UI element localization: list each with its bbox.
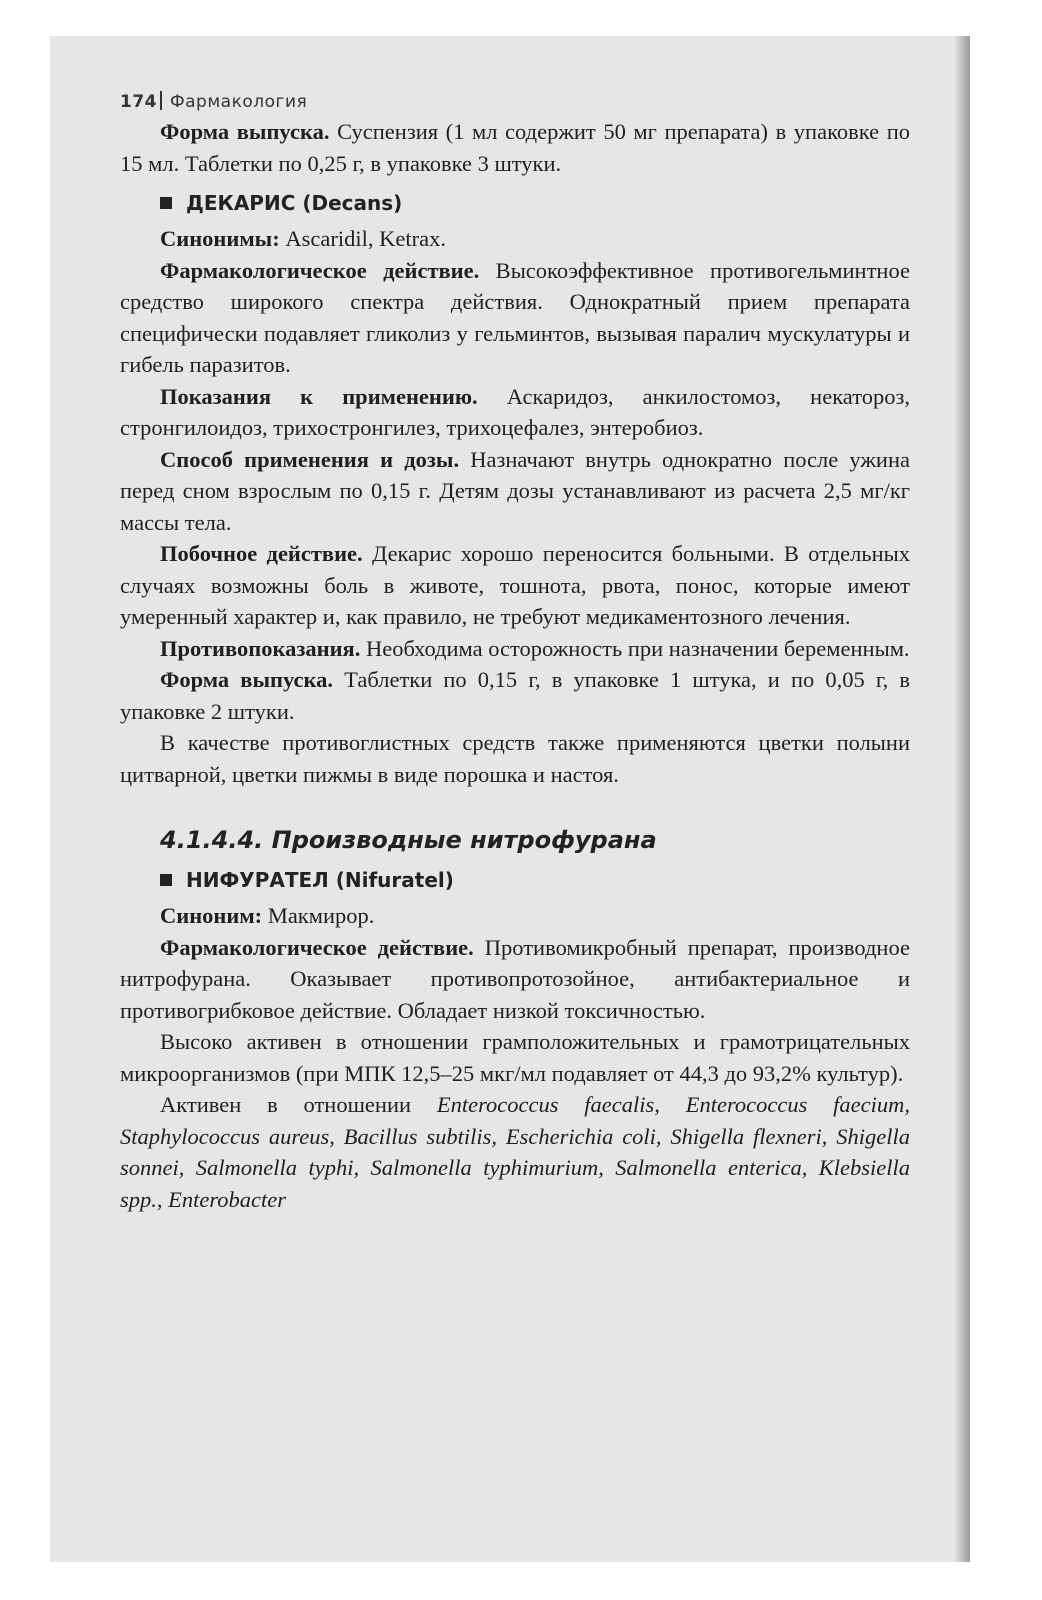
active-against-paragraph [120,1089,910,1215]
header-divider [160,91,162,110]
running-title: Фармакология [170,92,308,112]
indications-paragraph [120,381,910,444]
paragraph-text: Макмирор. [262,903,375,928]
bullet-square-icon [160,874,172,886]
paragraph-text: Противомикробный препарат, производное нитрофурана. Оказывает противопротозойное, антибактериальное и противогрибковое действие. Обладает низкой токсичностью. [120,934,910,1023]
paragraph-text: Высокоэффективное противогельминтное средство широкого спектра действия. Однократный прием препарата специфически подавляет гликолиз у гельминтов, вызывая паралич мускулатуры и гибель паразитов. [120,257,910,377]
book-page [50,36,970,1562]
dosage-paragraph [120,444,910,539]
paragraph-label: Побочное действие. [160,541,363,566]
page-number: 174 [120,92,157,112]
pharm-action-paragraph [120,932,910,1027]
paragraph-text: Декарис хорошо переносится больными. В отдельных случаях возможны боль в животе, тошнота, рвота, понос, которые имеют умеренный характер и, как правило, не требуют медикаментозного лечения. [120,541,910,629]
synonym-paragraph [120,900,910,932]
paragraph-label: Способ применения и дозы. [160,446,460,472]
bullet-square-icon [160,197,172,209]
paragraph-text: Аскаридоз, анкилостомоз, некатороз, стронгилоидоз, трихостронгилез, трихоцефалез, энтеробиоз. [120,383,910,440]
paragraph-label: Синонимы: [160,226,280,251]
drug-heading-decaris [160,189,910,217]
paragraph-label: Показания к применению. [160,383,478,409]
paragraph-label: Противопоказания. [160,635,361,661]
paragraph-text: Назначают внутрь однократно после ужина перед сном взрослым по 0,15 г. Детям дозы устанавливают из расчета 2,5 мг/кг массы тела. [120,446,910,535]
paragraph-text: Активен в отношении [160,1092,437,1117]
paragraph-label: Форма выпуска. [160,667,334,692]
activity-paragraph: Высоко активен в отношении грамположительных и грамотрицательных микроорганизмов (при МПК 12,5–25 мкг/мл подавляет от 44,3 до 93,2% культур). [120,1029,910,1086]
running-header [120,88,910,116]
drug-title: НИФУРАТЕЛ (Nifuratel) [186,868,454,892]
contraindications-paragraph [120,633,910,665]
page-content [120,88,910,1215]
paragraph-label: Форма выпуска. [160,119,330,144]
pharm-action-paragraph [120,255,910,381]
paragraph-label: Фармакологическое действие. [160,257,480,283]
additional-remedies-paragraph: В качестве противоглистных средств также применяются цветки полыни цитварной, цветки пижмы в виде порошка и настоя. [120,730,910,787]
species-list: Enterococcus faecalis, Enterococcus faecium, Staphylococcus aureus, Bacillus subtilis, Escherichia coli, Shigella flexneri, Shigella sonnei, Salmonella typhi, Salmonella typhimurium, Salmonella enterica, Klebsiella spp., Enterobacter [120,1092,910,1212]
page-edge-shadow [954,36,970,1562]
paragraph-text: Таблетки по 0,15 г, в упаковке 1 штука, и по 0,05 г, в упаковке 2 штуки. [120,667,910,724]
paragraph-label: Синоним: [160,903,263,928]
form-paragraph [120,664,910,727]
paragraph-text: Ascaridil, Ketrax. [279,226,446,251]
form-paragraph-prev [120,116,910,179]
paragraph-text: Необходима осторожность при назначении беременным. [360,635,910,661]
paragraph-text: Суспензия (1 мл содержит 50 мг препарата) в упаковке по 15 мл. Таблетки по 0,25 г, в упаковке 3 штуки. [120,119,910,176]
side-effects-paragraph [120,538,910,633]
drug-heading-nifuratel [160,866,910,894]
paragraph-label: Фармакологическое действие. [160,934,474,960]
synonyms-paragraph [120,223,910,255]
section-heading: 4.1.4.4. Производные нитрофурана [160,826,657,854]
drug-title: ДЕКАРИС (Decans) [186,191,403,215]
